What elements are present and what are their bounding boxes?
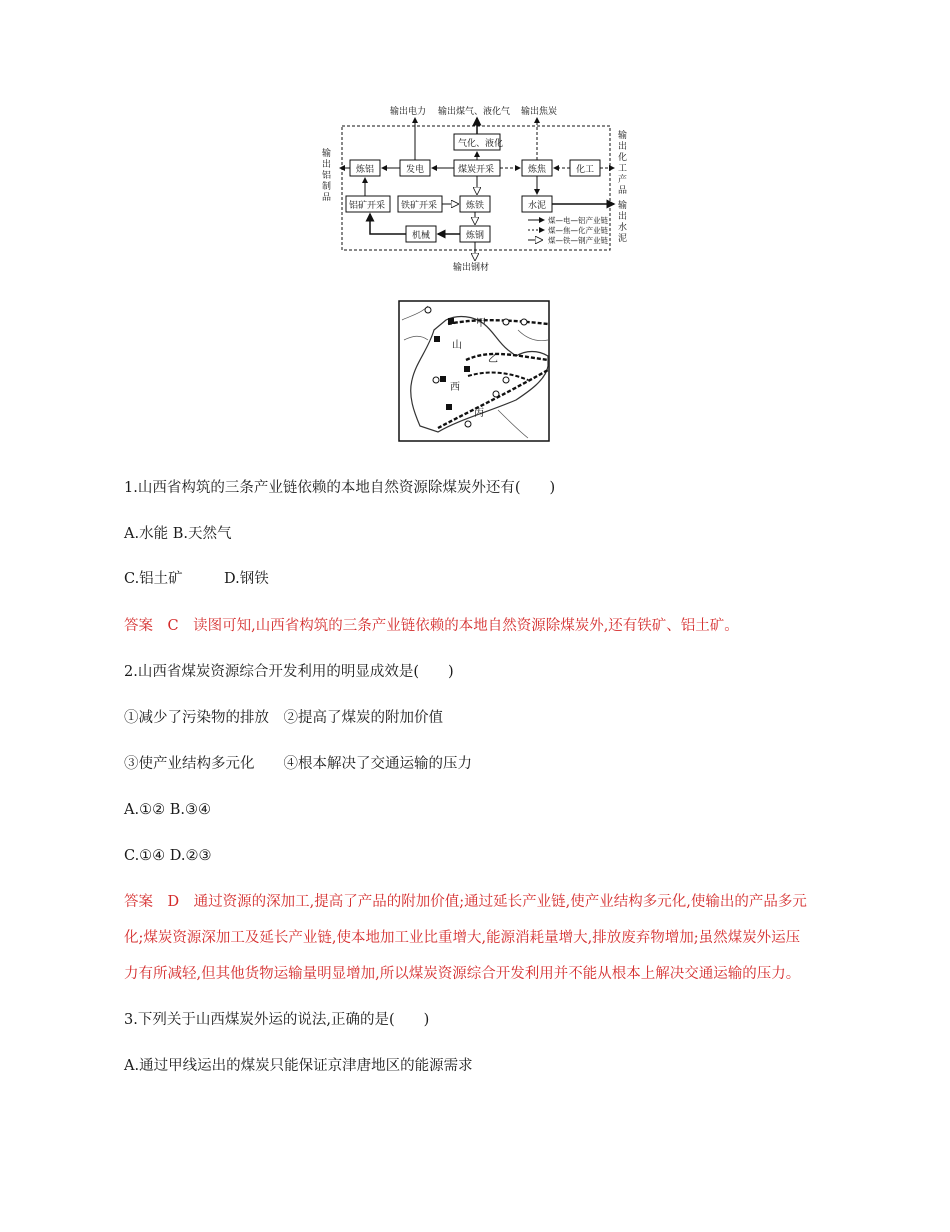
- svg-text:输: 输: [618, 201, 628, 211]
- svg-text:制: 制: [322, 182, 332, 192]
- legend-item-3: 煤—铁—钢产业链: [548, 236, 608, 245]
- chemical-label: 化工: [576, 165, 595, 175]
- q2-statements-2: ③使产业结构多元化 ④根本解决了交通运输的压力: [124, 756, 472, 772]
- map-label-jia: 甲: [476, 318, 486, 329]
- map-label-xi: 西: [450, 382, 460, 393]
- svg-text:出: 出: [322, 160, 332, 170]
- q2-options-ab: A.①② B.③④: [124, 802, 211, 818]
- q1-options-ab: A.水能 B.天然气: [124, 526, 232, 542]
- output-steel-label: 输出钢材: [453, 263, 490, 273]
- svg-text:泥: 泥: [618, 234, 628, 244]
- output-cement-label: [618, 199, 627, 244]
- svg-text:铝: 铝: [322, 171, 332, 181]
- q2-answer-line-2: 化;煤炭资源深加工及延长产业链,使本地加工业比重增大,能源消耗量增大,排放废弃物增加;虽然煤炭外运压: [124, 930, 801, 946]
- q3-stem: 3.下列关于山西煤炭外运的说法,正确的是( ): [124, 1012, 430, 1028]
- output-chemical-products-label: [618, 129, 627, 196]
- coal-base-marker: [464, 366, 470, 372]
- q1-answer: 答案 C 读图可知,山西省构筑的三条产业链依赖的本地自然资源除煤炭外,还有铁矿、铝土矿。: [124, 618, 739, 634]
- svg-text:输: 输: [618, 131, 628, 141]
- bauxite-mining-label: 铝矿开采: [349, 201, 386, 211]
- q3-option-a: A.通过甲线运出的煤炭只能保证京津唐地区的能源需求: [124, 1058, 473, 1074]
- legend-item-2: 煤—焦—化产业链: [548, 226, 608, 235]
- coal-base-marker: [440, 376, 446, 382]
- cement-label: 水泥: [528, 201, 547, 211]
- output-coke-label: 输出焦炭: [521, 107, 558, 117]
- svg-text:化: 化: [618, 153, 628, 163]
- svg-text:产: 产: [618, 175, 628, 185]
- svg-text:出: 出: [618, 142, 628, 152]
- industry-chain-diagram: [318, 98, 638, 276]
- output-gas-label: 输出煤气、液化气: [438, 107, 511, 117]
- q1-option-c: C.铝土矿: [124, 571, 183, 587]
- output-aluminum-products-label: [322, 147, 331, 203]
- coal-mining-label: 煤炭开采: [458, 165, 495, 175]
- q2-stem: 2.山西省煤炭资源综合开发利用的明显成效是( ): [124, 664, 454, 680]
- aluminum-smelting-label: 炼铝: [356, 165, 375, 175]
- coal-base-marker: [446, 404, 452, 410]
- iron-smelting-label: 炼铁: [466, 201, 485, 211]
- svg-text:品: 品: [322, 193, 332, 203]
- map-label-bing: 丙: [474, 408, 484, 419]
- map-label-yi: 乙: [488, 354, 498, 365]
- q2-options-cd: C.①④ D.②③: [124, 848, 212, 864]
- map-label-shan: 山: [452, 340, 462, 351]
- coal-base-marker: [448, 318, 454, 324]
- legend: [528, 215, 608, 245]
- q1-option-d: D.钢铁: [224, 571, 269, 587]
- q2-answer-line-3: 力有所减轻,但其他货物运输量明显增加,所以煤炭资源综合开发利用并不能从根本上解决交通运输的压力。: [124, 966, 801, 982]
- svg-text:品: 品: [618, 186, 628, 196]
- q2-statements-1: ①减少了污染物的排放 ②提高了煤炭的附加价值: [124, 710, 443, 726]
- steelmaking-label: 炼钢: [466, 231, 485, 241]
- coking-label: 炼焦: [528, 165, 547, 175]
- svg-text:出: 出: [618, 212, 628, 222]
- svg-text:水: 水: [618, 223, 628, 233]
- iron-ore-mining-label: 铁矿开采: [401, 201, 438, 211]
- svg-text:输: 输: [322, 149, 332, 159]
- coal-base-marker: [434, 336, 440, 342]
- output-power-label: 输出电力: [390, 107, 427, 117]
- q1-stem: 1.山西省构筑的三条产业链依赖的本地自然资源除煤炭外还有( ): [124, 480, 556, 496]
- q1-options-cd: [124, 569, 269, 589]
- power-label: 发电: [406, 165, 425, 175]
- svg-text:工: 工: [618, 164, 628, 174]
- gas-node-label: 气化、液化: [458, 139, 504, 149]
- machinery-label: 机械: [412, 231, 431, 241]
- q2-answer-line-1: 答案 D 通过资源的深加工,提高了产品的附加价值;通过延长产业链,使产业结构多元化,使输出的产品多元: [124, 894, 807, 910]
- legend-item-1: 煤—电—铝产业链: [548, 216, 608, 225]
- shanxi-map: [398, 300, 550, 442]
